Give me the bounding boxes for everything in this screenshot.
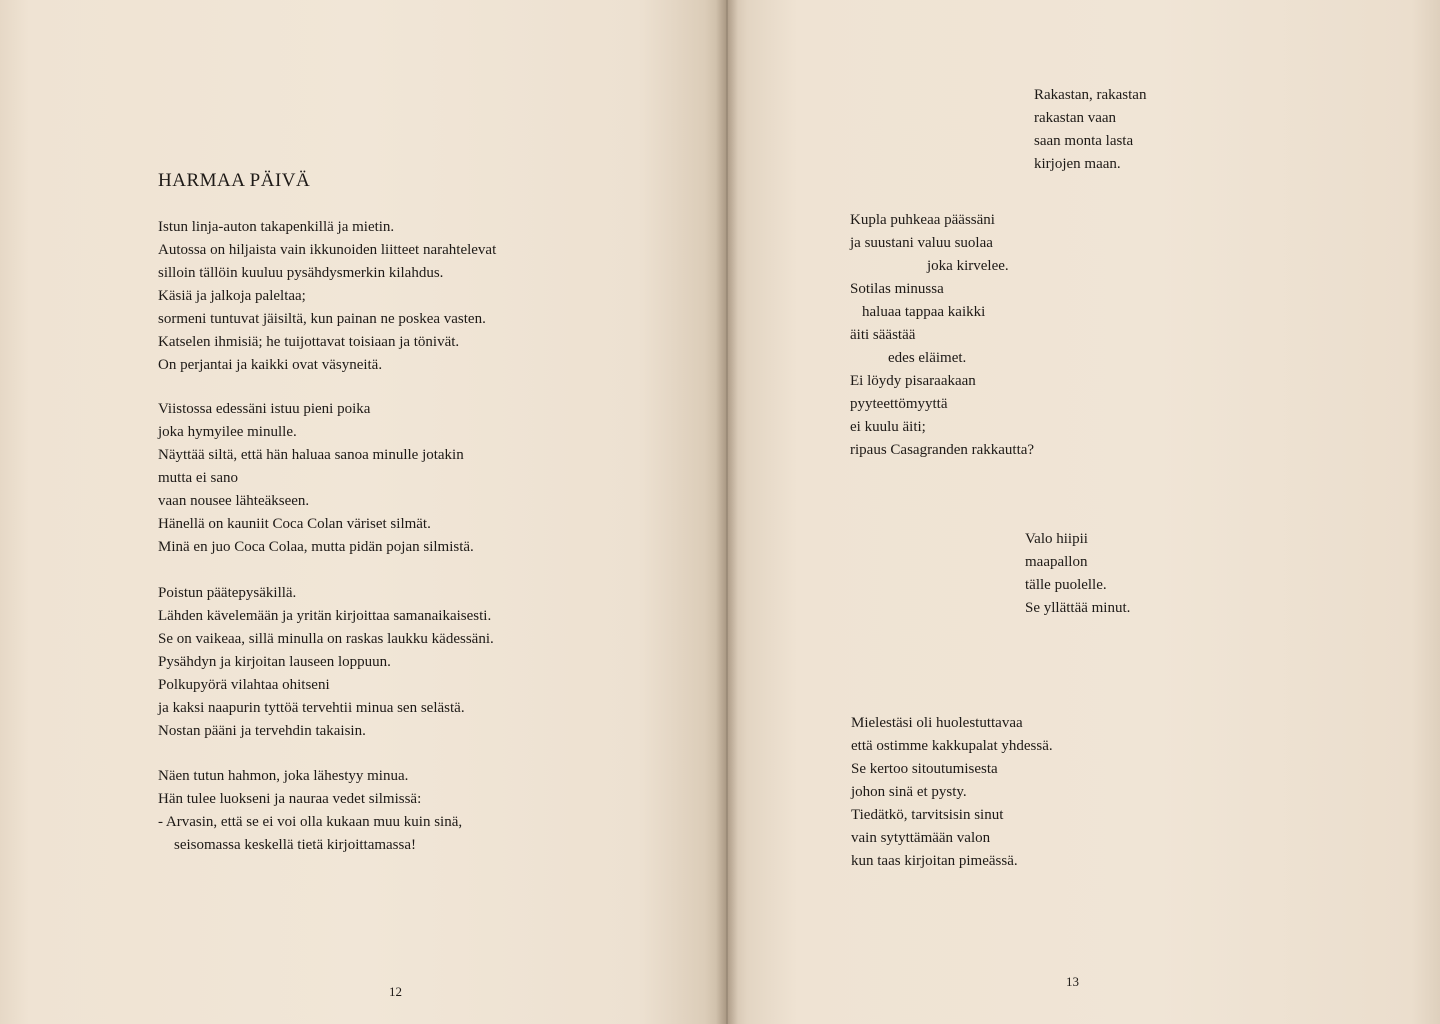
- poem-line: vaan nousee lähteäkseen.: [158, 493, 310, 509]
- poem-line: kirjojen maan.: [1034, 156, 1121, 172]
- poem-line: Katselen ihmisiä; he tuijottavat toisiaan ja tönivät.: [158, 334, 460, 350]
- poem-line: rakastan vaan: [1034, 110, 1117, 126]
- page-number: 13: [1066, 974, 1079, 989]
- poem-line: Se yllättää minut.: [1025, 600, 1131, 616]
- poem-line: Polkupyörä vilahtaa ohitseni: [158, 677, 330, 693]
- poem-line: sormeni tuntuvat jäisiltä, kun painan ne poskea vasten.: [158, 311, 486, 327]
- poem-line: kun taas kirjoitan pimeässä.: [851, 853, 1018, 869]
- poem-line: Rakastan, rakastan: [1034, 87, 1147, 103]
- poem-line: Se kertoo sitoutumisesta: [851, 761, 998, 777]
- poem-title: HARMAA PÄIVÄ: [158, 170, 311, 191]
- poem-line: Näen tutun hahmon, joka lähestyy minua.: [158, 768, 409, 784]
- stanza: [851, 712, 1053, 873]
- stanza: [158, 582, 494, 743]
- poem-line: ei kuulu äiti;: [850, 419, 926, 435]
- poem-line: mutta ei sano: [158, 470, 238, 486]
- stanza: [158, 765, 462, 857]
- poem-line: Minä en juo Coca Colaa, mutta pidän pojan silmistä.: [158, 539, 474, 555]
- poem-line: maapallon: [1025, 554, 1088, 570]
- poem-line: Sotilas minussa: [850, 281, 944, 297]
- poem-line: Mielestäsi oli huolestuttavaa: [851, 715, 1023, 731]
- poem-line: Hänellä on kauniit Coca Colan väriset silmät.: [158, 516, 431, 532]
- poem-line: Tiedätkö, tarvitsisin sinut: [851, 807, 1004, 823]
- poem-line: joka hymyilee minulle.: [158, 424, 297, 440]
- poem-line: silloin tällöin kuuluu pysähdysmerkin kilahdus.: [158, 265, 444, 281]
- poem-line: johon sinä et pysty.: [851, 784, 967, 800]
- poem-line: äiti säästää: [850, 327, 916, 343]
- poem-line: joka kirvelee.: [927, 258, 1009, 274]
- poem-line: Valo hiipii: [1025, 531, 1088, 547]
- poem-line: tälle puolelle.: [1025, 577, 1107, 593]
- stanza: [1025, 528, 1130, 620]
- poem-line: Näyttää siltä, että hän haluaa sanoa minulle jotakin: [158, 447, 464, 463]
- poem-line: Poistun päätepysäkillä.: [158, 585, 297, 601]
- stanza: [158, 398, 474, 559]
- stanza: [158, 216, 496, 377]
- poem-line: Se on vaikeaa, sillä minulla on raskas laukku kädessäni.: [158, 631, 494, 647]
- poem-line: Viistossa edessäni istuu pieni poika: [158, 401, 371, 417]
- poem-line: On perjantai ja kaikki ovat väsyneitä.: [158, 357, 383, 373]
- poem-line: edes eläimet.: [888, 350, 967, 366]
- poem-line: Kupla puhkeaa päässäni: [850, 212, 995, 228]
- poem-line: Lähden kävelemään ja yritän kirjoittaa samanaikaisesti.: [158, 608, 492, 624]
- poem-line: saan monta lasta: [1034, 133, 1134, 149]
- poem-line: että ostimme kakkupalat yhdessä.: [851, 738, 1053, 754]
- poem-line: Nostan pääni ja tervehdin takaisin.: [158, 723, 366, 739]
- poem-line: - Arvasin, että se ei voi olla kukaan muu kuin sinä,: [158, 814, 463, 830]
- poem-line: Istun linja-auton takapenkillä ja mietin.: [158, 219, 395, 235]
- poem-line: seisomassa keskellä tietä kirjoittamassa!: [174, 837, 417, 853]
- right-page: [726, 0, 1440, 1024]
- poem-line: Käsiä ja jalkoja paleltaa;: [158, 288, 306, 304]
- page-number: 12: [389, 984, 402, 999]
- poem-line: ja suustani valuu suolaa: [850, 235, 993, 251]
- poem-line: vain sytyttämään valon: [851, 830, 991, 846]
- poem-line: ripaus Casagranden rakkautta?: [850, 442, 1035, 458]
- poem-line: Autossa on hiljaista vain ikkunoiden liitteet narahtelevat: [158, 242, 497, 258]
- poem-line: pyyteettömyyttä: [850, 396, 948, 412]
- poem-line: Hän tulee luokseni ja nauraa vedet silmissä:: [158, 791, 422, 807]
- poem-line: ja kaksi naapurin tyttöä tervehtii minua sen selästä.: [158, 700, 465, 716]
- poem-line: Ei löydy pisaraakaan: [850, 373, 976, 389]
- stanza: [850, 209, 1034, 462]
- poem-line: haluaa tappaa kaikki: [862, 304, 986, 320]
- poem-line: Pysähdyn ja kirjoitan lauseen loppuun.: [158, 654, 391, 670]
- stanza: [1034, 84, 1146, 176]
